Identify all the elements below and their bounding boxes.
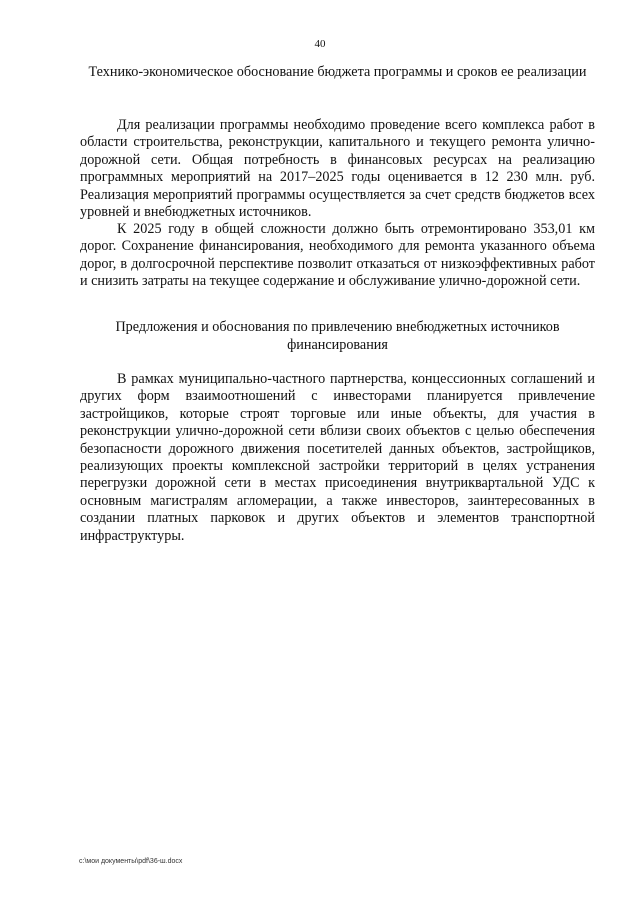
paragraph-budget-needs: Для реализации программы необходимо проведение всего комплекса работ в области строительства, реконструкции, капитального и текущего ремонта улично-дорожной сети. Общая потребность в финансовых ресурсах на реализацию программных мероприятий на 2017–2025 годы оценивается в 12 230 млн. руб. Реализация мероприятий программы осуществляется за счет средств бюджетов всех уровней и внебюджетных источников. [80, 117, 595, 221]
section-heading-budget: Технико-экономическое обоснование бюджета программы и сроков ее реализации [88, 64, 587, 80]
page-number: 40 [314, 38, 326, 50]
paragraph-road-repair: К 2025 году в общей сложности должно быть отремонтировано 353,01 км дорог. Сохранение финансирования, необходимого для ремонта указанного объема дорог, в долгосрочной перспективе позволит отказаться от низкоэффективных работ и снизить затраты на текущее содержание и обслуживание улично-дорожной сети. [80, 221, 595, 290]
footer-file-path: c:\мои документы\pdf\36-ш.docx [79, 858, 183, 865]
section-heading-offbudget: Предложения и обоснования по привлечению внебюджетных источников финансирования [115, 319, 560, 353]
paragraph-partnership: В рамках муниципально-частного партнерства, концессионных соглашений и других форм взаимоотношений с инвесторами планируется привлечение застройщиков, которые строят торговые или иные объекты, для участия в реконструкции улично-дорожной сети вблизи своих объектов с целью обеспечения безопасности дорожного движения посетителей данных объектов, застройщиков, реализующих проекты комплексной застройки территорий в целях устранения перегрузки дорожной сети в местах присоединения внутриквартальной УДС к основным магистралям агломерации, а также инвесторов, заинтересованных в создании платных парковок и других объектов и элементов транспортной инфраструктуры. [80, 371, 595, 544]
